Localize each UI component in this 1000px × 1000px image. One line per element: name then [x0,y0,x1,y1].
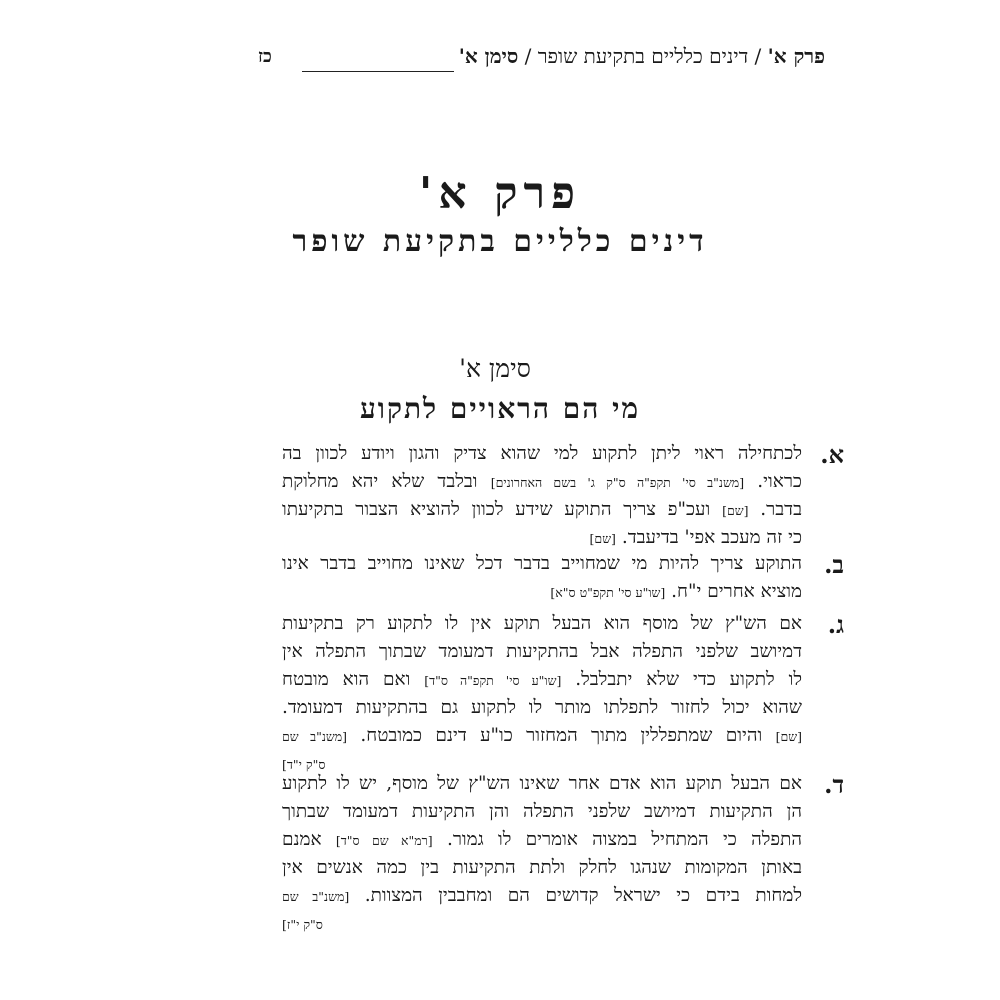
text-line [282,694,802,722]
siman-title: מי הם הראויים לתקוע [359,392,641,425]
header-separator: / [518,44,538,68]
text-segment: שהוא יכול לחזור לתפלתו מותר לו לתקוע גם בהתקיעות דמעומד. [282,697,802,718]
chapter-subtitle: דינים כלליים בתקיעת שופר [292,224,708,259]
text-segment: הן התקיעות דמיושב שלפני התפלה והן התקיעות דמעומד שבתוך [282,801,802,822]
text-line [282,578,802,606]
text-line [282,440,802,468]
paragraph-letter: ד. [824,770,844,799]
running-header [258,44,825,84]
paragraph-letter: ג. [827,610,844,639]
text-line [282,524,802,552]
text-segment: לכתחילה ראוי ליתן לתקוע למי שהוא צדיק והגון ויודע לכוון בה [282,443,802,464]
paragraph [282,770,844,938]
text-line [282,638,802,666]
source-citation: ס"ק י"ד] [282,757,326,772]
header-siman: סימן א' [458,44,519,68]
text-line [282,468,802,496]
source-citation: [שם] [722,503,749,518]
text-segment: דמיושב שלפני התפלה אבל בהתקיעות דמעומד שבתוך התפלה אין [282,641,802,662]
text-segment: אמנם [282,829,322,850]
source-citation: [שם] [589,531,616,546]
source-citation: [שו"ע סי' תקפ"ה ס"ד] [424,673,562,688]
paragraph-letter: א. [820,440,844,469]
text-line [282,910,802,938]
siman-label: סימן א' [459,354,531,383]
text-segment: אם הש"ץ של מוסף הוא הבעל תוקע אין לו לתקוע רק בתקיעות [282,613,802,634]
text-segment: אם הבעל תוקע הוא אדם אחר שאינו הש"ץ של מוסף, יש לו לתקוע [282,773,802,794]
source-citation: ס"ק י"ז] [282,917,323,932]
text-line [282,770,802,798]
text-line [282,826,802,854]
text-line [282,798,802,826]
text-line [282,550,802,578]
paragraph-letter: ב. [824,550,844,579]
text-segment: מוציא אחרים י"ח. [671,581,802,602]
source-citation: [שו"ע סי' תקפ"ט ס"א] [550,585,666,600]
text-segment: באותן המקומות שנהגו לחלק ולתת התקיעות בין כמה אנשים אין [282,857,802,878]
text-segment: כי זה מעכב אפי' בדיעבד. [621,527,802,548]
running-header-title [459,44,825,69]
text-segment: כראוי. [757,471,802,492]
text-segment: לו לתקוע כדי שלא יתבלבל. [575,669,802,690]
text-segment: ועכ"פ צריך התוקע שידע לכוון להוציא הצבור בתקיעתו [282,499,711,520]
header-topic: דינים כלליים בתקיעת שופר [537,44,749,68]
text-segment: התפלה כי המתחיל במצוה אומרים לו גמור. [446,829,802,850]
source-citation: [משנ"ב שם [282,729,348,744]
paragraph [282,440,844,552]
source-citation: [משנ"ב סי' תקפ"ה ס"ק ג' בשם האחרונים] [490,475,745,490]
paragraph [282,610,844,778]
text-segment: התוקע צריך להיות מי שמחוייב בדבר דכל שאינו מחוייב בדבר אינו [282,553,802,574]
header-rule [302,71,454,72]
chapter-title: פרק א' [418,168,582,219]
text-segment: והיום שמתפללין מתוך המחזור כו"ע דינם כמובטח. [360,725,763,746]
header-chapter: פרק א' [767,44,825,68]
header-separator: / [748,44,768,68]
text-line [282,496,802,524]
paragraph [282,550,844,606]
page-number: כז [258,46,272,67]
text-segment: למחות בידם כי ישראל קדושים הם ומחבבין המצוות. [364,885,802,906]
text-line [282,882,802,910]
text-line [282,722,802,750]
text-line [282,666,802,694]
text-line [282,854,802,882]
source-citation: [רמ"א שם ס"ד] [335,833,433,848]
text-segment: ואם הוא מובטח [282,669,411,690]
source-citation: [שם] [775,729,802,744]
text-segment: בדבר. [760,499,802,520]
text-line [282,610,802,638]
source-citation: [משנ"ב שם [282,889,350,904]
text-segment: ובלבד שלא יהא מחלוקת [282,471,478,492]
